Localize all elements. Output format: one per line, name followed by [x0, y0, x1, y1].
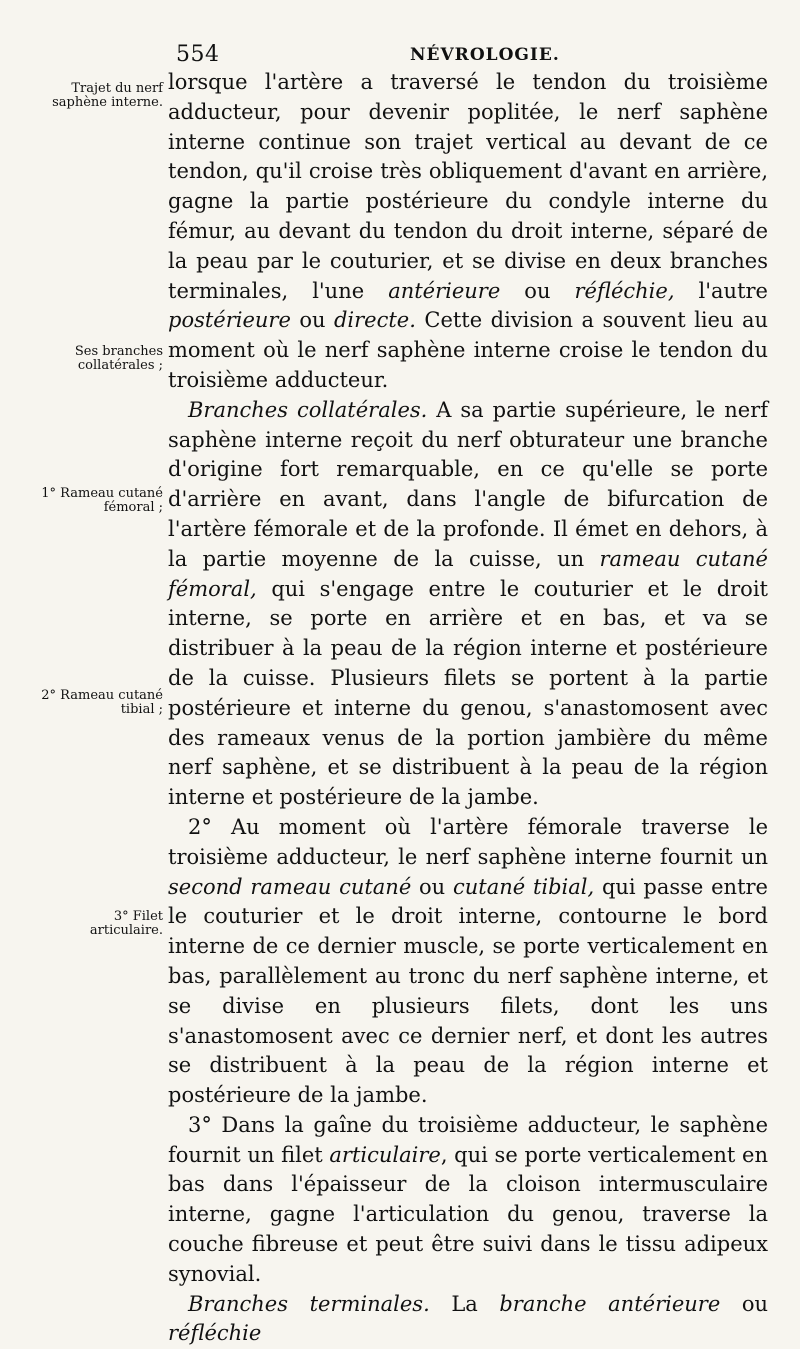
paragraph-branches-terminales: Branches terminales. La branche antérieure ou réfléchie [168, 1291, 768, 1346]
margin-note-rameau-femoral: 1° Rameau cutané fémoral ; [41, 486, 163, 515]
main-text [168, 68, 768, 1349]
running-head: NÉVROLOGIE. [410, 45, 560, 65]
margin-note-collaterales: Ses branches collatérales ; [74, 344, 163, 373]
paragraph-rameau-tibial: 2° Au moment où l'artère fémorale traverse le troisième adducteur, le nerf saphène interne fournit un second rameau cutané ou cutané tibial, qui passe entre le couturier et le droit interne, contourne le bord interne de ce dernier muscle, se porte verticalement en bas, parallèlement au tronc du nerf saphène interne, et se divise en plusieurs filets, dont les uns s'anastomosent avec ce dernier nerf, et dont les autres se distribuent à la peau de la région interne et postérieure de la jambe. [168, 814, 768, 1108]
paragraph-branches-collaterales: Branches collatérales. A sa partie supérieure, le nerf saphène interne reçoit du nerf obturateur une branche d'origine fort remarquable, en ce qu'elle se porte d'arrière en avant, dans l'angle de bifurcation de l'artère fémorale et de la profonde. Il émet en dehors, à la partie moyenne de la cuisse, un rameau cutané fémoral, qui s'engage entre le couturier et le droit interne, se porte en arrière et en bas, et va se distribuer à la peau de la région interne et postérieure de la cuisse. Plusieurs filets se portent à la partie postérieure et interne du genou, s'anastomosent avec des rameaux venus de la portion jambière du même nerf saphène, et se distribuent à la peau de la région interne et postérieure de la jambe. [168, 397, 769, 810]
page-number: 554 [176, 42, 220, 67]
margin-note-trajet: Trajet du nerf saphène interne. [52, 81, 163, 110]
paragraph-filet-articulaire: 3° Dans la gaîne du troisième adducteur, le saphène fournit un filet articulaire, qui se porte verticalement en bas dans l'épaisseur de la cloison intermusculaire interne, gagne l'articulation du genou, traverse la couche fibreuse et peut être suivi dans le tissu adipeux synovial. [168, 1112, 768, 1286]
margin-note-filet-articulaire: 3° Filet articulaire. [89, 909, 163, 938]
paragraph-trajet: lorsque l'artère a traversé le tendon du troisième adducteur, pour devenir poplitée, le nerf saphène interne continue son trajet vertical au devant de ce tendon, qu'il croise très obliquement d'avant en arrière, gagne la partie postérieure du condyle interne du fémur, au devant du tendon du droit interne, séparé de la peau par le couturier, et se divise en deux branches terminales, l'une antérieure ou réfléchie, l'autre postérieure ou directe. Cette division a souvent lieu au moment où le nerf saphène interne croise le tendon du troisième adducteur. [168, 70, 768, 392]
margin-note-rameau-tibial: 2° Rameau cutané tibial ; [41, 688, 163, 717]
